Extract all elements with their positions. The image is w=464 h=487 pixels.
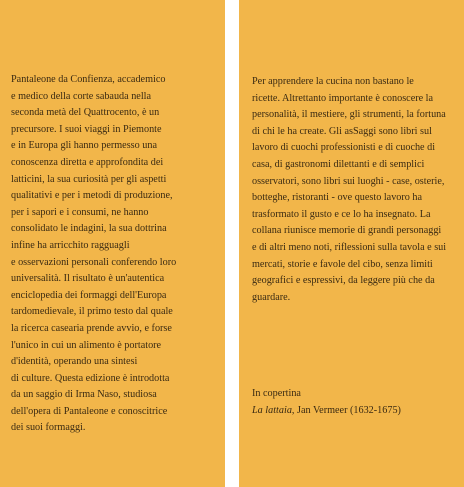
text-line: precursore. I suoi viaggi in Piemonte bbox=[11, 123, 162, 135]
text-line: geografici e espressivi, da leggere più che da bbox=[252, 275, 435, 287]
cover-artwork-title: La lattaia bbox=[252, 404, 292, 416]
text-line: dei suoi formaggi. bbox=[11, 422, 86, 434]
text-line: conoscenza diretta e approfondita dei bbox=[11, 156, 164, 168]
text-line: dell'opera di Pantaleone e conoscitrice bbox=[11, 405, 168, 417]
text-line: l'unico in cui un alimento è portatore bbox=[11, 339, 162, 351]
text-line: seconda metà del Quattrocento, è un bbox=[11, 107, 160, 119]
text-line: ricette. Altrettanto importante è conoscere la bbox=[252, 92, 434, 104]
left-flap bbox=[0, 0, 225, 487]
left-flap-description bbox=[11, 72, 216, 437]
text-line: casa, di gastronomi dilettanti e di semplici bbox=[252, 158, 425, 170]
text-line: Pantaleone da Confienza, accademico bbox=[11, 74, 166, 85]
text-line: e osservazioni personali conferendo loro bbox=[11, 256, 177, 268]
text-line: e in Europa gli hanno permesso una bbox=[11, 140, 157, 152]
text-line: di culture. Questa edizione è introdotta bbox=[11, 372, 170, 384]
text-line: e di altri meno noti, riflessioni sulla tavola e sui bbox=[252, 241, 447, 253]
text-line: personalità, il mestiere, gli strumenti, la fortuna bbox=[252, 109, 446, 121]
text-line: infine ha arricchito ragguagli bbox=[11, 239, 130, 251]
text-line: di chi le ha create. Gli asSaggi sono libri sul bbox=[252, 125, 432, 137]
text-line: per i sapori e i consumi, ne hanno bbox=[11, 206, 149, 218]
text-line: d'identità, operando una sintesi bbox=[11, 356, 138, 368]
text-line: qualitativi e per i metodi di produzione, bbox=[11, 190, 173, 202]
series-description bbox=[252, 74, 457, 306]
center-gutter bbox=[225, 0, 239, 487]
text-line: guardare. bbox=[252, 291, 291, 303]
text-line: e medico della corte sabauda nella bbox=[11, 90, 152, 102]
text-line: osservatori, sono libri sui luoghi - case, osterie, bbox=[252, 175, 445, 187]
text-line: mercati, storie e favole del cibo, senza limiti bbox=[252, 258, 433, 270]
text-line: enciclopedia dei formaggi dell'Europa bbox=[11, 289, 167, 301]
cover-credit-block bbox=[252, 386, 457, 419]
text-line: consolidato le indagini, la sua dottrina bbox=[11, 223, 167, 235]
cover-label: In copertina bbox=[252, 388, 301, 399]
text-line: da un saggio di Irma Naso, studiosa bbox=[11, 389, 157, 401]
cover-credit-line bbox=[252, 403, 457, 420]
text-line: trasformato il gusto e ce lo ha insegnato. La bbox=[252, 208, 431, 220]
text-line: tardomedievale, il primo testo dal quale bbox=[11, 306, 173, 318]
text-line: botteghe, ristoranti - ove questo lavoro ha bbox=[252, 192, 423, 204]
cover-artist: , Jan Vermeer (1632-1675) bbox=[291, 404, 401, 416]
text-line: collana riunisce memorie di grandi personaggi bbox=[252, 225, 442, 237]
right-flap bbox=[239, 0, 464, 487]
text-line: lavoro di cuochi professionisti e di cuoche di bbox=[252, 142, 436, 154]
text-line: Per apprendere la cucina non bastano le bbox=[252, 76, 414, 87]
text-line: la ricerca casearia prende avvio, e forse bbox=[11, 322, 172, 334]
text-line: universalità. Il risultato è un'autentica bbox=[11, 273, 165, 285]
text-line: latticini, la sua curiosità per gli aspetti bbox=[11, 173, 167, 185]
